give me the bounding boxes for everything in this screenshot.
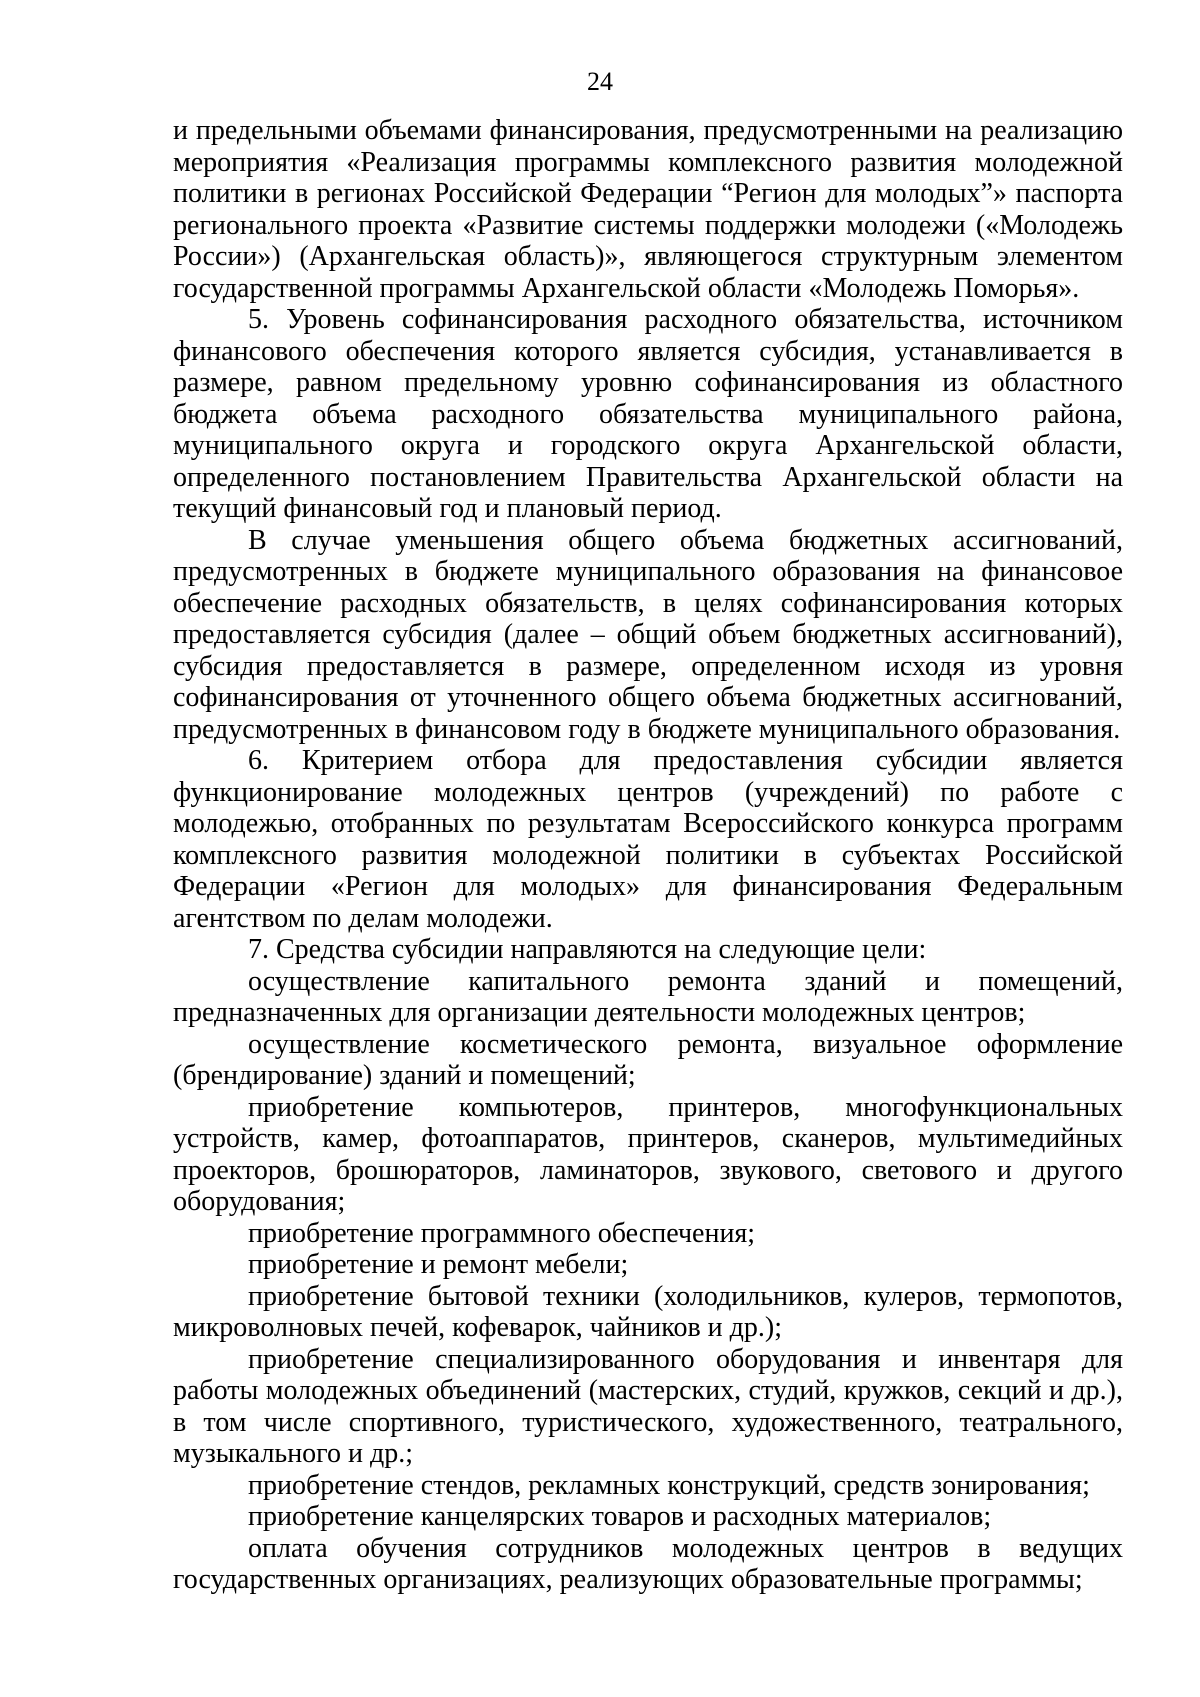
list-item-stands: приобретение стендов, рекламных конструкций, средств зонирования;	[248, 1469, 1090, 1501]
list-item-furniture: приобретение и ремонт мебели;	[248, 1249, 629, 1280]
list-item-equipment: приобретение компьютеров, принтеров, многофункциональных устройств, камер, фотоаппаратов, принтеров, сканеров, мультимедийных проекторов, брошюраторов, ламинаторов, звукового, светового и другого оборудования;	[173, 1091, 1123, 1217]
paragraph-clause-7: 7. Средства субсидии направляются на следующие цели:	[248, 934, 927, 965]
paragraph-clause-6: 6. Критерием отбора для предоставления субсидии является функционирование молодежных центров (учреждений) по работе с молодежью, отобранных по результатам Всероссийского конкурса программ комплексного развития молодежной политики в субъектах Российской Федерации «Регион для молодых» для финансирования Федеральным агентством по делам молодежи.	[173, 745, 1123, 934]
list-item-appliances: приобретение бытовой техники (холодильников, кулеров, термопотов, микроволновых печей, кофеварок, чайников и др.);	[173, 1280, 1123, 1343]
paragraph-reduction-case: В случае уменьшения общего объема бюджетных ассигнований, предусмотренных в бюджете муниципального образования на финансовое обеспечение расходных обязательств, в целях софинансирования которых предоставляется субсидия (далее – общий объем бюджетных ассигнований), субсидия предоставляется в размере, определенном исходя из уровня софинансирования от уточненного общего объема бюджетных ассигнований, предусмотренных в финансовом году в бюджете муниципального образования.	[173, 524, 1123, 745]
paragraph-continuation: и предельными объемами финансирования, предусмотренными на реализацию мероприятия «Реализация программы комплексного развития молодежной политики в регионах Российской Федерации “Регион для молодых”» паспорта регионального проекта «Развитие системы поддержки молодежи («Молодежь России») (Архангельская область)», являющегося структурным элементом государственной программы Архангельской области «Молодежь Поморья».	[173, 115, 1123, 304]
list-item-cosmetic-repair: осуществление косметического ремонта, визуальное оформление (брендирование) зданий и помещений;	[173, 1028, 1123, 1091]
list-item-capital-repair: осуществление капитального ремонта зданий и помещений, предназначенных для организации деятельности молодежных центров;	[173, 965, 1123, 1028]
list-item-specialized-equipment: приобретение специализированного оборудования и инвентаря для работы молодежных объединений (мастерских, студий, кружков, секций и др.), в том числе спортивного, туристического, художественного, театрального, музыкального и др.;	[173, 1343, 1123, 1469]
paragraph-clause-5: 5. Уровень софинансирования расходного обязательства, источником финансового обеспечения которого является субсидия, устанавливается в размере, равном предельному уровню софинансирования из областного бюджета объема расходного обязательства муниципального района, муниципального округа и городского округа Архангельской области, определенного постановлением Правительства Архангельской области на текущий финансовый год и плановый период.	[173, 304, 1123, 524]
list-item-training: оплата обучения сотрудников молодежных центров в ведущих государственных организациях, реализующих образовательные программы;	[173, 1532, 1123, 1595]
page-number: 24	[587, 67, 613, 96]
document-body	[173, 115, 1123, 1596]
list-item-software: приобретение программного обеспечения;	[248, 1217, 756, 1249]
list-item-stationery: приобретение канцелярских товаров и расходных материалов;	[248, 1501, 992, 1532]
